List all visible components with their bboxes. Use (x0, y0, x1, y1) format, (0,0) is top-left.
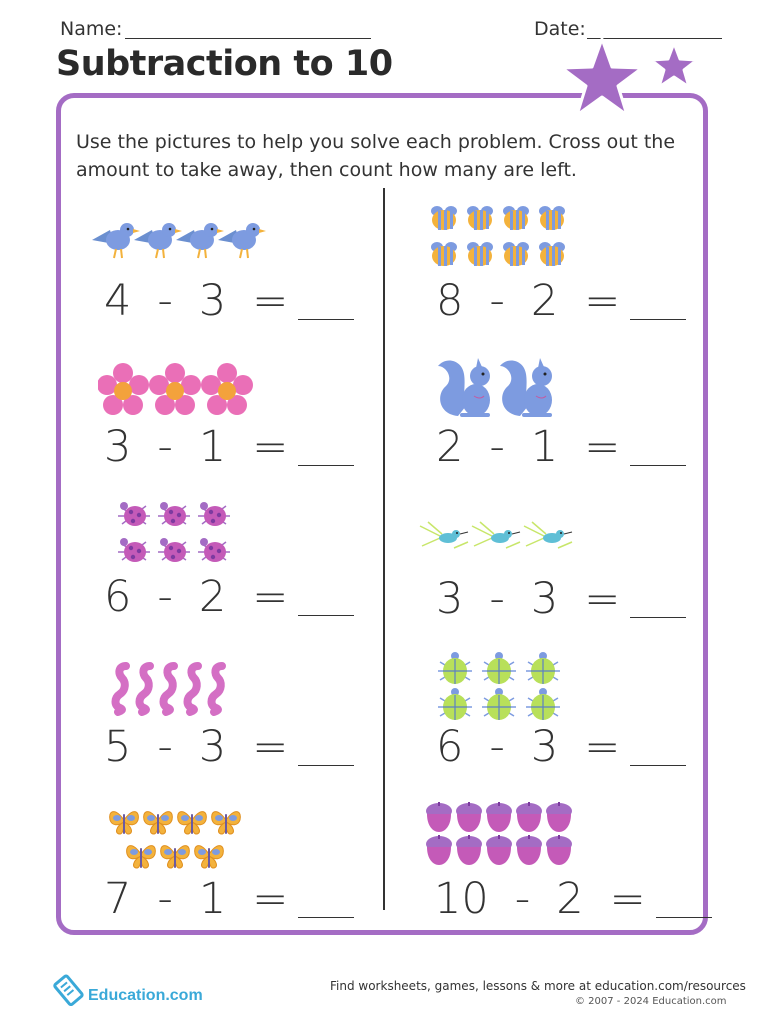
equals-sign: = (584, 574, 621, 624)
minuend: 3 (436, 574, 464, 624)
equation-6 (436, 574, 686, 624)
problem-1 (92, 218, 392, 368)
large-star-icon (562, 39, 642, 115)
ladybug-icon (116, 498, 236, 570)
minus-sign: - (489, 276, 505, 326)
equals-sign: = (252, 572, 289, 622)
subtrahend: 3 (530, 722, 559, 772)
equals-sign: = (584, 422, 621, 472)
equation-5 (104, 572, 354, 622)
subtrahend: 3 (530, 574, 559, 624)
equation-3 (104, 422, 354, 472)
flower-icon (98, 362, 254, 416)
subtrahend: 3 (198, 722, 227, 772)
date-label: Date: (534, 18, 586, 40)
minuend: 6 (436, 722, 464, 772)
minuend: 2 (436, 422, 464, 472)
answer-blank[interactable] (630, 465, 686, 466)
problem-5 (104, 498, 416, 648)
equation-2 (436, 276, 686, 326)
name-label: Name: (60, 18, 123, 40)
instructions: Use the pictures to help you solve each problem. Cross out the amount to take away, then count how many are left. (76, 131, 676, 181)
answer-blank[interactable] (630, 319, 686, 320)
minus-sign: - (514, 874, 531, 924)
small-star-icon (651, 43, 697, 87)
minus-sign: - (157, 874, 173, 924)
minus-sign: - (157, 422, 173, 472)
equals-sign: = (252, 422, 289, 472)
answer-blank[interactable] (298, 465, 354, 466)
footer-copyright: © 2007 - 2024 Education.com (575, 996, 727, 1007)
minuend: 5 (104, 722, 132, 772)
subtrahend: 1 (530, 422, 559, 472)
subtrahend: 2 (530, 276, 559, 326)
minus-sign: - (157, 722, 173, 772)
equals-sign: = (252, 874, 289, 924)
minuend: 10 (434, 874, 489, 924)
subtrahend: 1 (198, 874, 227, 924)
equation-1 (104, 276, 354, 326)
subtrahend: 2 (556, 874, 584, 924)
subtrahend: 1 (198, 422, 227, 472)
problem-8 (438, 652, 738, 802)
bee-icon (428, 200, 578, 272)
problem-4 (436, 356, 736, 506)
minus-sign: - (489, 722, 505, 772)
equals-sign: = (252, 722, 289, 772)
problem-7 (104, 660, 408, 810)
minuend: 7 (104, 874, 132, 924)
worm-icon (108, 660, 244, 718)
beetle-icon (438, 652, 562, 724)
subtrahend: 3 (198, 276, 227, 326)
page-title: Subtraction to 10 (56, 44, 393, 84)
acorn-icon (424, 802, 578, 866)
minus-sign: - (157, 276, 173, 326)
subtrahend: 2 (198, 572, 227, 622)
equation-10 (434, 874, 712, 924)
butterfly-icon (108, 804, 244, 870)
problem-6 (418, 520, 718, 670)
name-field[interactable] (125, 38, 371, 39)
footer-tagline: Find worksheets, games, lessons & more at education.com/resources (330, 979, 746, 993)
answer-blank[interactable] (656, 917, 712, 918)
minus-sign: - (489, 574, 505, 624)
answer-blank[interactable] (630, 617, 686, 618)
education-logo[interactable] (52, 972, 212, 1012)
minuend: 3 (104, 422, 132, 472)
stars-decoration (550, 35, 720, 135)
equals-sign: = (609, 874, 646, 924)
minus-sign: - (489, 422, 505, 472)
problem-3 (98, 362, 398, 512)
problem-9 (104, 804, 408, 954)
equals-sign: = (252, 276, 289, 326)
answer-blank[interactable] (298, 917, 354, 918)
hummingbird-icon (418, 520, 578, 556)
answer-blank[interactable] (298, 765, 354, 766)
education-logo-text: Education.com (88, 987, 203, 1004)
equation-8 (436, 722, 686, 772)
problem-2 (428, 200, 728, 350)
answer-blank[interactable] (630, 765, 686, 766)
bird-icon (92, 218, 272, 268)
squirrel-icon (436, 356, 560, 418)
minuend: 4 (104, 276, 132, 326)
answer-blank[interactable] (298, 615, 354, 616)
equation-9 (104, 874, 354, 924)
minus-sign: - (157, 572, 173, 622)
minuend: 8 (436, 276, 464, 326)
equals-sign: = (584, 276, 621, 326)
education-logo-icon (52, 972, 88, 1006)
equals-sign: = (584, 722, 621, 772)
minuend: 6 (104, 572, 132, 622)
problem-10 (424, 802, 724, 952)
equation-4 (436, 422, 686, 472)
answer-blank[interactable] (298, 319, 354, 320)
equation-7 (104, 722, 354, 772)
